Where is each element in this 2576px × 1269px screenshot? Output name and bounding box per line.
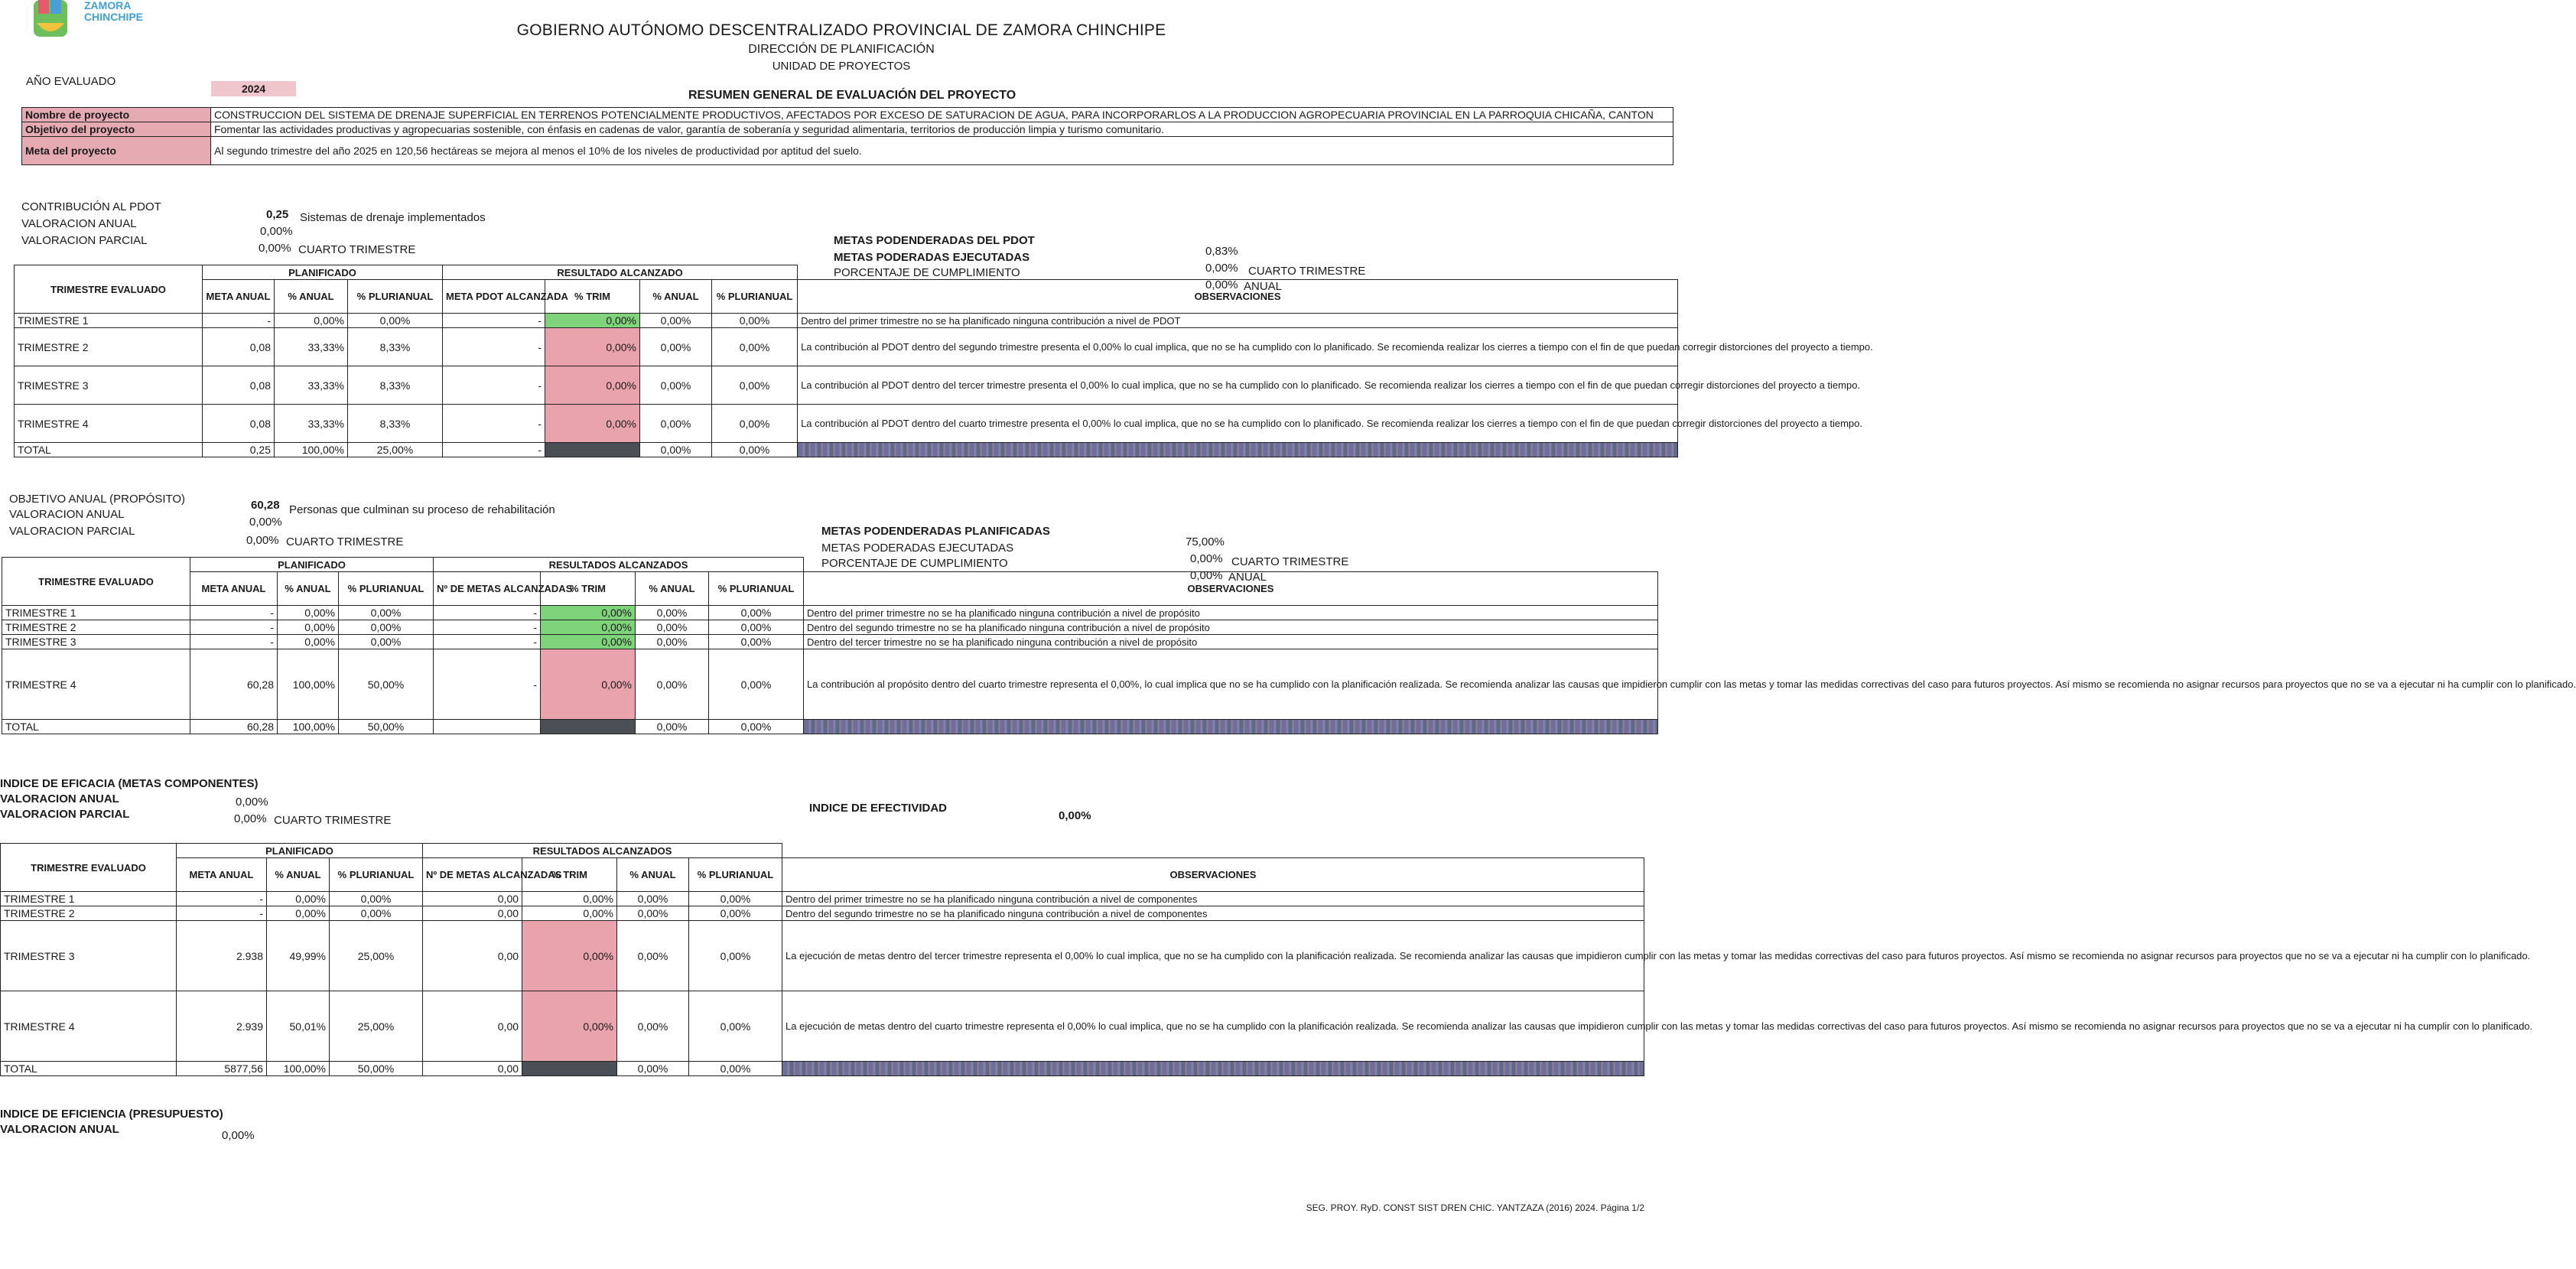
cell-achieved: - bbox=[443, 366, 545, 405]
th-res-pct-plurianual: % PLURIANUAL bbox=[689, 858, 782, 892]
table-row bbox=[2, 620, 1658, 635]
cell-pct-plurianual: 0,00% bbox=[339, 606, 434, 620]
cell-achieved: 0,00 bbox=[423, 921, 522, 991]
project-info-table bbox=[21, 107, 1673, 165]
cell-pct-anual: 100,00% bbox=[267, 1062, 330, 1076]
th-pct-plurianual: % PLURIANUAL bbox=[330, 858, 423, 892]
s2-label: OBJETIVO ANUAL (PROPÓSITO) bbox=[9, 493, 186, 506]
cell-achieved: - bbox=[443, 443, 545, 457]
cell-pct-anual: 100,00% bbox=[278, 649, 339, 720]
s2-r2-val: 0,00% bbox=[1190, 552, 1223, 565]
year-label: AÑO EVALUADO bbox=[26, 75, 116, 88]
efectividad-value: 0,00% bbox=[1059, 809, 1091, 822]
th-pct-plurianual: % PLURIANUAL bbox=[339, 572, 434, 606]
cell-pct-anual: 50,01% bbox=[267, 991, 330, 1062]
cell-res-plurianual: 0,00% bbox=[712, 366, 798, 405]
pdot-table bbox=[14, 265, 1873, 457]
s2-val-parcial: 0,00% bbox=[246, 534, 279, 547]
cell-meta: 0,08 bbox=[203, 405, 275, 443]
project-objective: Fomentar las actividades productivas y agropecuarias sostenible, con énfasis en cadenas de valor, garantía de soberanía y seguridad alimentaria, territorios de producción limpia y turismo comunitario. bbox=[211, 122, 1673, 137]
cell-res-anual: 0,00% bbox=[617, 991, 689, 1062]
s1-cuarto-trim: CUARTO TRIMESTRE bbox=[298, 243, 416, 256]
cell-res-anual: 0,00% bbox=[636, 635, 709, 649]
row-label: TOTAL bbox=[2, 720, 190, 734]
row-label: TRIMESTRE 3 bbox=[2, 635, 190, 649]
project-name-label: Nombre de proyecto bbox=[22, 108, 211, 122]
s2-r2-cuarto: CUARTO TRIMESTRE bbox=[1231, 555, 1349, 568]
cell-observation: Dentro del segundo trimestre no se ha planificado ninguna contribución a nivel de componentes bbox=[782, 906, 1644, 921]
table-total-row bbox=[15, 443, 1678, 457]
table-row bbox=[2, 635, 1658, 649]
cell-observation bbox=[798, 443, 1678, 457]
row-label: TRIMESTRE 1 bbox=[2, 606, 190, 620]
cell-meta: - bbox=[190, 635, 278, 649]
s2-r3-val: 0,00% bbox=[1190, 569, 1223, 582]
cell-meta: 2.938 bbox=[177, 921, 267, 991]
th-pct-trim: % TRIM bbox=[545, 280, 640, 314]
cell-res-plurianual: 0,00% bbox=[689, 1062, 782, 1076]
th-res-pct-anual: % ANUAL bbox=[617, 858, 689, 892]
s3-val-parcial-label: VALORACION PARCIAL bbox=[0, 808, 130, 821]
row-label: TRIMESTRE 4 bbox=[15, 405, 203, 443]
s3-cuarto-trim: CUARTO TRIMESTRE bbox=[274, 814, 392, 827]
th-trimestre: TRIMESTRE EVALUADO bbox=[2, 558, 190, 606]
table-row bbox=[1, 991, 1644, 1062]
th-res-pct-plurianual: % PLURIANUAL bbox=[712, 280, 798, 314]
s2-r1-label: METAS PODENDERADAS PLANIFICADAS bbox=[821, 525, 1050, 538]
project-goal-label: Meta del proyecto bbox=[22, 137, 211, 165]
cell-meta: - bbox=[190, 606, 278, 620]
s3-val-anual-label: VALORACION ANUAL bbox=[0, 792, 119, 805]
table-row bbox=[1, 906, 1644, 921]
s1-r2-label: METAS PODERADAS EJECUTADAS bbox=[834, 251, 1030, 264]
th-metas-alcanzadas: Nº DE METAS ALCANZADAS bbox=[423, 858, 522, 892]
cell-pct-trim bbox=[541, 720, 636, 734]
th-planificado: PLANIFICADO bbox=[190, 558, 434, 572]
cell-pct-plurianual: 0,00% bbox=[339, 620, 434, 635]
th-trimestre: TRIMESTRE EVALUADO bbox=[15, 265, 203, 314]
cell-res-anual: 0,00% bbox=[617, 892, 689, 906]
cell-meta: 0,25 bbox=[203, 443, 275, 457]
cell-res-plurianual: 0,00% bbox=[709, 635, 804, 649]
cell-meta: - bbox=[190, 620, 278, 635]
cell-meta: - bbox=[177, 892, 267, 906]
cell-res-anual: 0,00% bbox=[640, 328, 712, 366]
s2-r3-label: PORCENTAJE DE CUMPLIMIENTO bbox=[821, 557, 1008, 570]
row-label: TRIMESTRE 2 bbox=[1, 906, 177, 921]
row-label: TRIMESTRE 2 bbox=[15, 328, 203, 366]
cell-achieved: - bbox=[443, 314, 545, 328]
cell-pct-trim bbox=[545, 443, 640, 457]
cell-pct-plurianual: 50,00% bbox=[339, 649, 434, 720]
pdot-contribution-label: CONTRIBUCIÓN AL PDOT bbox=[21, 200, 161, 213]
table-row bbox=[2, 606, 1658, 620]
cell-observation: La contribución al PDOT dentro del tercer trimestre presenta el 0,00% lo cual implica, que no se ha cumplido con lo planificado. Se recomienda realizar los cierres a tiempo con el fin de que puedan corregir distorciones del proyecto a tiempo. bbox=[798, 366, 1678, 405]
s1-r2-val: 0,00% bbox=[1205, 262, 1238, 275]
cell-pct-plurianual: 25,00% bbox=[348, 443, 443, 457]
s1-val-parcial: 0,00% bbox=[259, 242, 291, 255]
th-meta-anual: META ANUAL bbox=[190, 572, 278, 606]
cell-observation: La ejecución de metas dentro del cuarto trimestre representa el 0,00% lo cual implica, que no se ha cumplido con la planificación realizada. Se recomienda analizar las causas que impidieron cumplir con las metas y tomar las medidas correctivas del caso para futuros proyectos. Así mismo se recomienda no asignar recursos para proyectos que no se va a ejecutar ni ha cumplir con lo planificado. bbox=[782, 991, 1644, 1062]
s1-r3-label: PORCENTAJE DE CUMPLIMIENTO bbox=[834, 266, 1020, 279]
cell-pct-trim: 0,00% bbox=[545, 328, 640, 366]
cell-pct-trim: 0,00% bbox=[545, 366, 640, 405]
s1-val-anual: 0,00% bbox=[260, 225, 293, 238]
cell-res-plurianual: 0,00% bbox=[709, 649, 804, 720]
s1-val-parcial-label: VALORACION PARCIAL bbox=[21, 234, 148, 247]
th-observaciones: OBSERVACIONES bbox=[804, 572, 1658, 606]
th-resultado: RESULTADO ALCANZADO bbox=[443, 265, 798, 280]
cell-meta: 60,28 bbox=[190, 720, 278, 734]
cell-res-plurianual: 0,00% bbox=[712, 328, 798, 366]
cell-res-anual: 0,00% bbox=[640, 405, 712, 443]
cell-pct-trim: 0,00% bbox=[545, 314, 640, 328]
s1-r2-cuarto: CUARTO TRIMESTRE bbox=[1248, 265, 1366, 278]
cell-pct-trim: 0,00% bbox=[522, 906, 617, 921]
table-total-row bbox=[1, 1062, 1644, 1076]
cell-meta: - bbox=[203, 314, 275, 328]
cell-pct-plurianual: 25,00% bbox=[330, 921, 423, 991]
cell-observation: La ejecución de metas dentro del tercer trimestre representa el 0,00% lo cual implica, que no se ha cumplido con la planificación realizada. Se recomienda analizar las causas que impidieron cumplir con las metas y tomar las medidas correctivas del caso para futuros proyectos. Así mismo se recomienda no asignar recursos para proyectos que no se va a ejecutar ni ha cumplir con lo planificado. bbox=[782, 921, 1644, 991]
s3-val-anual: 0,00% bbox=[236, 796, 268, 809]
table-row bbox=[1, 921, 1644, 991]
cell-meta: 5877,56 bbox=[177, 1062, 267, 1076]
cell-observation: Dentro del primer trimestre no se ha planificado ninguna contribución a nivel de componentes bbox=[782, 892, 1644, 906]
table-row bbox=[2, 649, 1658, 720]
cell-achieved bbox=[434, 720, 541, 734]
th-trimestre: TRIMESTRE EVALUADO bbox=[1, 844, 177, 892]
cell-res-plurianual: 0,00% bbox=[709, 720, 804, 734]
cell-pct-anual: 33,33% bbox=[275, 366, 348, 405]
cell-pct-anual: 0,00% bbox=[267, 906, 330, 921]
project-name: CONSTRUCCION DEL SISTEMA DE DRENAJE SUPERFICIAL EN TERRENOS POTENCIALMENTE PRODUCTIVOS, AFECTADOS POR EXCESO DE SATURACION DE AGUA, PARA INCORPORARLOS A LA PRODUCCION AGROPECUARIA PROVINCIAL EN LA PARROQUIA CHICAÑA, CANTON bbox=[211, 108, 1673, 122]
cell-res-plurianual: 0,00% bbox=[689, 991, 782, 1062]
cell-pct-trim: 0,00% bbox=[522, 991, 617, 1062]
s2-val-anual: 0,00% bbox=[249, 516, 282, 529]
th-planificado: PLANIFICADO bbox=[203, 265, 443, 280]
cell-pct-anual: 0,00% bbox=[278, 606, 339, 620]
th-res-pct-plurianual: % PLURIANUAL bbox=[709, 572, 804, 606]
s1-unit: Sistemas de drenaje implementados bbox=[300, 211, 486, 224]
th-meta-anual: META ANUAL bbox=[203, 280, 275, 314]
cell-achieved: 0,00 bbox=[423, 991, 522, 1062]
page-title: GOBIERNO AUTÓNOMO DESCENTRALIZADO PROVINCIAL DE ZAMORA CHINCHIPE bbox=[516, 21, 1166, 39]
th-res-pct-anual: % ANUAL bbox=[636, 572, 709, 606]
cell-pct-anual: 100,00% bbox=[275, 443, 348, 457]
th-pct-trim: % TRIM bbox=[522, 858, 617, 892]
s4-label: INDICE DE EFICIENCIA (PRESUPUESTO) bbox=[0, 1108, 223, 1121]
cell-achieved: 0,00 bbox=[423, 906, 522, 921]
cell-res-anual: 0,00% bbox=[636, 606, 709, 620]
components-table bbox=[0, 843, 2533, 1076]
cell-achieved: - bbox=[434, 635, 541, 649]
cell-observation bbox=[804, 720, 1658, 734]
th-pct-anual: % ANUAL bbox=[267, 858, 330, 892]
s1-val-anual-label: VALORACION ANUAL bbox=[21, 217, 137, 230]
th-resultado: RESULTADOS ALCANZADOS bbox=[434, 558, 804, 572]
th-observaciones: OBSERVACIONES bbox=[782, 858, 1644, 892]
th-pct-plurianual: % PLURIANUAL bbox=[348, 280, 443, 314]
cell-pct-anual: 0,00% bbox=[267, 892, 330, 906]
cell-pct-anual: 33,33% bbox=[275, 328, 348, 366]
cell-achieved: 0,00 bbox=[423, 1062, 522, 1076]
cell-pct-trim bbox=[522, 1062, 617, 1076]
page-subtitle-2: UNIDAD DE PROYECTOS bbox=[772, 60, 911, 73]
cell-pct-anual: 49,99% bbox=[267, 921, 330, 991]
s1-r1-label: METAS PODENDERADAS DEL PDOT bbox=[834, 234, 1035, 247]
row-label: TRIMESTRE 3 bbox=[1, 921, 177, 991]
cell-observation: Dentro del segundo trimestre no se ha planificado ninguna contribución a nivel de propósito bbox=[804, 620, 1658, 635]
cell-observation bbox=[782, 1062, 1644, 1076]
cell-res-anual: 0,00% bbox=[617, 1062, 689, 1076]
row-label: TRIMESTRE 1 bbox=[1, 892, 177, 906]
cell-res-plurianual: 0,00% bbox=[712, 405, 798, 443]
cell-res-plurianual: 0,00% bbox=[712, 314, 798, 328]
cell-observation: Dentro del tercer trimestre no se ha planificado ninguna contribución a nivel de propósito bbox=[804, 635, 1658, 649]
project-objective-label: Objetivo del proyecto bbox=[22, 122, 211, 137]
table-row bbox=[15, 314, 1678, 328]
cell-achieved: - bbox=[443, 328, 545, 366]
table-row bbox=[15, 328, 1678, 366]
s4-val-anual-label: VALORACION ANUAL bbox=[0, 1123, 119, 1136]
s1-r3-val: 0,00% bbox=[1205, 278, 1238, 291]
th-observaciones: OBSERVACIONES bbox=[798, 280, 1678, 314]
table-total-row bbox=[2, 720, 1658, 734]
logo-text: ZAMORA CHINCHIPE bbox=[84, 0, 144, 23]
table-row bbox=[1, 892, 1644, 906]
cell-res-plurianual: 0,00% bbox=[709, 620, 804, 635]
cell-achieved: - bbox=[443, 405, 545, 443]
cell-pct-anual: 100,00% bbox=[278, 720, 339, 734]
cell-meta: 0,08 bbox=[203, 366, 275, 405]
s2-unit: Personas que culminan su proceso de rehabilitación bbox=[289, 503, 555, 516]
row-label: TRIMESTRE 4 bbox=[1, 991, 177, 1062]
th-meta-alcanzada: META PDOT ALCANZADA bbox=[443, 280, 545, 314]
cell-res-anual: 0,00% bbox=[617, 921, 689, 991]
cell-pct-plurianual: 8,33% bbox=[348, 366, 443, 405]
cell-res-plurianual: 0,00% bbox=[689, 892, 782, 906]
cell-pct-trim: 0,00% bbox=[522, 892, 617, 906]
cell-pct-plurianual: 50,00% bbox=[330, 1062, 423, 1076]
s4-val-anual: 0,00% bbox=[222, 1129, 255, 1142]
cell-res-anual: 0,00% bbox=[640, 314, 712, 328]
s2-r3-anual: ANUAL bbox=[1228, 571, 1267, 584]
cell-pct-plurianual: 50,00% bbox=[339, 720, 434, 734]
table-row bbox=[15, 405, 1678, 443]
cell-pct-trim: 0,00% bbox=[545, 405, 640, 443]
page-subtitle: DIRECCIÓN DE PLANIFICACIÓN bbox=[748, 43, 935, 56]
cell-pct-plurianual: 0,00% bbox=[330, 892, 423, 906]
row-label: TOTAL bbox=[15, 443, 203, 457]
s1-value: 0,25 bbox=[266, 208, 289, 221]
cell-pct-anual: 0,00% bbox=[278, 620, 339, 635]
cell-pct-plurianual: 25,00% bbox=[330, 991, 423, 1062]
s3-label: INDICE DE EFICACIA (METAS COMPONENTES) bbox=[0, 777, 259, 790]
s3-val-parcial: 0,00% bbox=[234, 812, 267, 825]
s1-r1-val: 0,83% bbox=[1205, 245, 1238, 258]
cell-pct-trim: 0,00% bbox=[522, 921, 617, 991]
page-footer: SEG. PROY. RyD. CONST SIST DREN CHIC. YANTZAZA (2016) 2024. Página 1/2 bbox=[1306, 1202, 1644, 1213]
cell-res-plurianual: 0,00% bbox=[712, 443, 798, 457]
purpose-table bbox=[2, 557, 2576, 734]
cell-res-plurianual: 0,00% bbox=[689, 906, 782, 921]
th-res-pct-anual: % ANUAL bbox=[640, 280, 712, 314]
cell-pct-plurianual: 0,00% bbox=[348, 314, 443, 328]
cell-pct-trim: 0,00% bbox=[541, 649, 636, 720]
cell-pct-trim: 0,00% bbox=[541, 606, 636, 620]
s2-r2-label: METAS PODERADAS EJECUTADAS bbox=[821, 542, 1014, 555]
cell-res-anual: 0,00% bbox=[640, 443, 712, 457]
row-label: TRIMESTRE 2 bbox=[2, 620, 190, 635]
cell-res-anual: 0,00% bbox=[617, 906, 689, 921]
cell-achieved: 0,00 bbox=[423, 892, 522, 906]
cell-observation: Dentro del primer trimestre no se ha planificado ninguna contribución a nivel de PDOT bbox=[798, 314, 1678, 328]
cell-res-plurianual: 0,00% bbox=[689, 921, 782, 991]
cell-res-anual: 0,00% bbox=[636, 649, 709, 720]
th-pct-trim: % TRIM bbox=[541, 572, 636, 606]
row-label: TRIMESTRE 1 bbox=[15, 314, 203, 328]
th-metas-alcanzadas: Nº DE METAS ALCANZADAS bbox=[434, 572, 541, 606]
cell-observation: Dentro del primer trimestre no se ha planificado ninguna contribución a nivel de propósito bbox=[804, 606, 1658, 620]
th-pct-anual: % ANUAL bbox=[278, 572, 339, 606]
row-label: TRIMESTRE 4 bbox=[2, 649, 190, 720]
s2-cuarto-trim: CUARTO TRIMESTRE bbox=[286, 535, 404, 548]
s2-r1-val: 75,00% bbox=[1186, 535, 1225, 548]
cell-pct-plurianual: 8,33% bbox=[348, 405, 443, 443]
cell-achieved: - bbox=[434, 606, 541, 620]
cell-meta: 60,28 bbox=[190, 649, 278, 720]
cell-pct-trim: 0,00% bbox=[541, 620, 636, 635]
cell-pct-anual: 0,00% bbox=[275, 314, 348, 328]
cell-pct-plurianual: 0,00% bbox=[330, 906, 423, 921]
year-value: 2024 bbox=[211, 81, 296, 96]
th-pct-anual: % ANUAL bbox=[275, 280, 348, 314]
cell-observation: La contribución al PDOT dentro del segundo trimestre presenta el 0,00% lo cual implica, que no se ha cumplido con lo planificado. Se recomienda realizar los cierres a tiempo con el fin de que puedan corregir distorciones del proyecto a tiempo. bbox=[798, 328, 1678, 366]
cell-res-anual: 0,00% bbox=[640, 366, 712, 405]
efectividad-label: INDICE DE EFECTIVIDAD bbox=[809, 802, 948, 815]
s1-r3-anual: ANUAL bbox=[1244, 280, 1283, 293]
cell-meta: - bbox=[177, 906, 267, 921]
summary-title: RESUMEN GENERAL DE EVALUACIÓN DEL PROYECTO bbox=[688, 89, 1016, 102]
th-planificado: PLANIFICADO bbox=[177, 844, 423, 858]
th-meta-anual: META ANUAL bbox=[177, 858, 267, 892]
cell-achieved: - bbox=[434, 649, 541, 720]
cell-meta: 2.939 bbox=[177, 991, 267, 1062]
s2-value: 60,28 bbox=[251, 499, 280, 512]
cell-res-anual: 0,00% bbox=[636, 620, 709, 635]
cell-res-anual: 0,00% bbox=[636, 720, 709, 734]
cell-pct-plurianual: 0,00% bbox=[339, 635, 434, 649]
cell-observation: La contribución al PDOT dentro del cuarto trimestre presenta el 0,00% lo cual implica, que no se ha cumplido con lo planificado. Se recomienda realizar los cierres a tiempo con el fin de que puedan corregir distorciones del proyecto a tiempo. bbox=[798, 405, 1678, 443]
th-resultado: RESULTADOS ALCANZADOS bbox=[423, 844, 782, 858]
cell-pct-trim: 0,00% bbox=[541, 635, 636, 649]
cell-res-plurianual: 0,00% bbox=[709, 606, 804, 620]
row-label: TOTAL bbox=[1, 1062, 177, 1076]
cell-pct-plurianual: 8,33% bbox=[348, 328, 443, 366]
cell-meta: 0,08 bbox=[203, 328, 275, 366]
s2-val-parcial-label: VALORACION PARCIAL bbox=[9, 525, 135, 538]
project-goal: Al segundo trimestre del año 2025 en 120,56 hectáreas se mejora al menos el 10% de los niveles de productividad por aptitud del suelo. bbox=[211, 137, 1673, 165]
table-row bbox=[15, 366, 1678, 405]
s2-val-anual-label: VALORACION ANUAL bbox=[9, 508, 125, 521]
cell-achieved: - bbox=[434, 620, 541, 635]
cell-observation: La contribución al propósito dentro del cuarto trimestre representa el 0,00%, lo cual implica que no se ha cumplido con la planificación realizada. Se recomienda analizar las causas que impidieron cumplir con las metas y tomar las medidas correctivas del caso para futuros proyectos. Así mismo se recomienda no asignar recursos para proyectos que no se va a ejecutar ni ha cumplir con lo planificado. bbox=[804, 649, 1658, 720]
cell-pct-anual: 0,00% bbox=[278, 635, 339, 649]
row-label: TRIMESTRE 3 bbox=[15, 366, 203, 405]
cell-pct-anual: 33,33% bbox=[275, 405, 348, 443]
